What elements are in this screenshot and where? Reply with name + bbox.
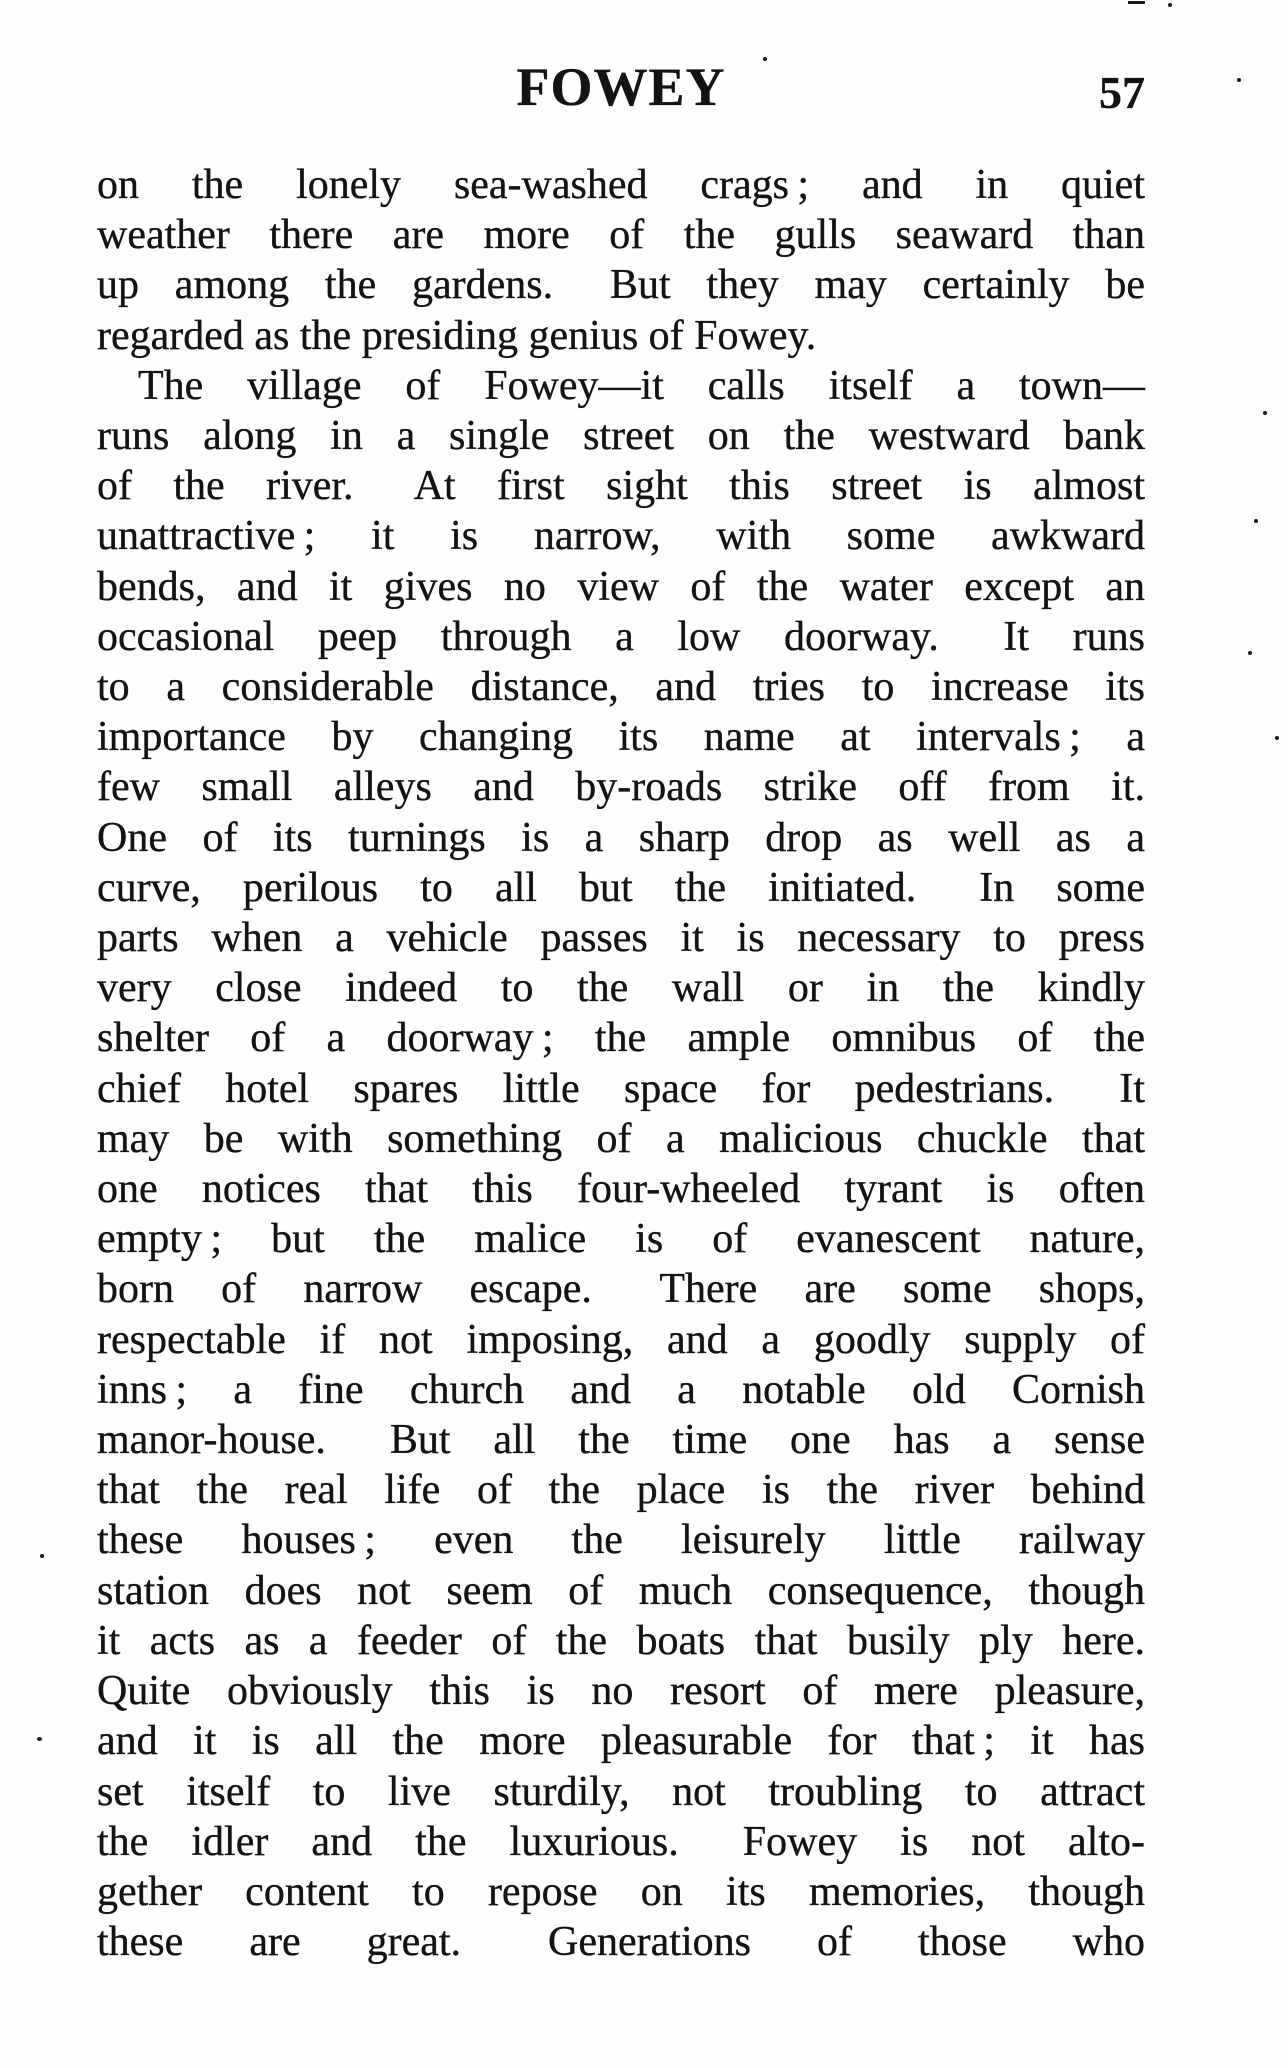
text-line: station does not seem of much consequence, though [97, 1567, 1145, 1614]
text-line: regarded as the presiding genius of Fowey. [97, 312, 817, 359]
text-line: may be with something of a malicious chuckle that [97, 1115, 1145, 1162]
text-line: inns ; a fine church and a notable old Cornish [97, 1366, 1145, 1413]
text-line: gether content to repose on its memories, though [97, 1868, 1145, 1915]
text-line: the idler and the luxurious. Fowey is not alto- [97, 1818, 1145, 1865]
text-line: One of its turnings is a sharp drop as well as a [97, 814, 1145, 861]
scan-speck [1263, 411, 1267, 415]
text-line: very close indeed to the wall or in the kindly [97, 965, 1145, 1012]
text-line: parts when a vehicle passes it is necessary to press [97, 915, 1145, 962]
text-line: importance by changing its name at intervals ; a [97, 714, 1145, 761]
text-line: The village of Fowey—it calls itself a town— [138, 362, 1145, 409]
text-line: runs along in a single street on the westward bank [97, 413, 1145, 460]
text-line: weather there are more of the gulls seaward than [97, 212, 1145, 259]
text-line: to a considerable distance, and tries to increase its [97, 664, 1145, 711]
text-line: and it is all the more pleasurable for that ; it has [97, 1718, 1145, 1765]
scan-speck [1275, 736, 1279, 740]
scan-speck [1237, 78, 1241, 82]
text-line: of the river. At first sight this street is almost [97, 463, 1145, 510]
text-line: one notices that this four-wheeled tyrant is often [97, 1166, 1145, 1213]
paragraph [97, 160, 1145, 361]
text-line: on the lonely sea-washed crags ; and in quiet [97, 162, 1145, 208]
text-line: chief hotel spares little space for pedestrians. It [97, 1065, 1145, 1112]
text-line: set itself to live sturdily, not troubling to attract [97, 1768, 1145, 1815]
text-line: that the real life of the place is the river behind [97, 1467, 1145, 1514]
text-line: few small alleys and by-roads strike off from it. [97, 764, 1145, 811]
text-line: curve, perilous to all but the initiated. In some [97, 864, 1145, 911]
text-line: these houses ; even the leisurely little railway [97, 1517, 1145, 1564]
text-line: manor-house. But all the time one has a sense [97, 1417, 1145, 1464]
running-title: FOWEY [516, 57, 726, 117]
text-line: it acts as a feeder of the boats that busily ply here. [97, 1617, 1145, 1664]
scan-speck [1168, 3, 1172, 7]
scan-speck [1248, 651, 1252, 655]
text-line: empty ; but the malice is of evanescent nature, [97, 1216, 1145, 1263]
page-number: 57 [1099, 67, 1145, 118]
paragraph [97, 361, 1145, 1968]
scan-speck [40, 1554, 44, 1558]
text-line: respectable if not imposing, and a goodly supply of [97, 1316, 1145, 1363]
scan-speck [763, 57, 767, 61]
scan-speck [37, 1737, 42, 1741]
text-line: unattractive ; it is narrow, with some awkward [97, 513, 1145, 560]
text-line: these are great. Generations of those who [97, 1919, 1145, 1966]
scan-speck [1254, 519, 1258, 523]
body-text [97, 160, 1145, 1967]
text-line: shelter of a doorway ; the ample omnibus of the [97, 1015, 1145, 1062]
text-line: occasional peep through a low doorway. It runs [97, 613, 1145, 660]
text-line: Quite obviously this is no resort of mere pleasure, [97, 1668, 1145, 1715]
text-line: up among the gardens. But they may certainly be [97, 262, 1145, 309]
text-line: bends, and it gives no view of the water except an [97, 563, 1145, 610]
text-line: born of narrow escape. There are some shops, [97, 1266, 1145, 1313]
scan-speck [1128, 1, 1145, 4]
